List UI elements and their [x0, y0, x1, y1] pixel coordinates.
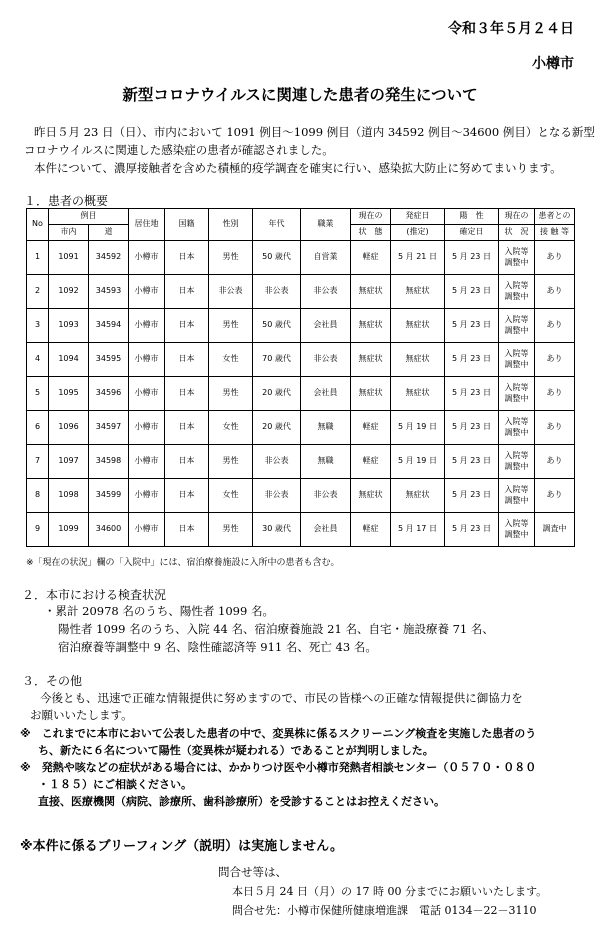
table-row — [27, 513, 575, 547]
cell-no: 7 — [27, 445, 49, 479]
header-sex: 性別 — [209, 209, 253, 241]
cell-situation-line-1: 入院等 — [504, 348, 529, 358]
cell-no: 3 — [27, 309, 49, 343]
cell-onset: 5 月 19 日 — [391, 411, 445, 445]
cell-occupation: 無職 — [301, 411, 351, 445]
document-title: 新型コロナウイルスに関連した患者の発生について — [122, 86, 478, 104]
cell-no: 9 — [27, 513, 49, 547]
cell-status: 軽症 — [351, 513, 391, 547]
cell-residence: 小樽市 — [129, 513, 165, 547]
header-case: 例目 — [49, 209, 129, 225]
cell-pref-no: 34593 — [89, 275, 129, 309]
cell-situation — [499, 275, 535, 309]
cell-status: 軽症 — [351, 411, 391, 445]
cell-nationality: 日本 — [165, 377, 209, 411]
cell-residence: 小樽市 — [129, 479, 165, 513]
fever-note-line-3: 直接、医療機関（病院、診療所、歯科診療所）を受診することはお控えください。 — [38, 795, 445, 808]
cell-onset: 無症状 — [391, 275, 445, 309]
cell-residence: 小樽市 — [129, 377, 165, 411]
cell-situation-line-2: 調整中 — [504, 495, 529, 505]
cell-age: 非公表 — [253, 445, 301, 479]
variant-note-line-2: ち、新たに６名について陽性（変異株が疑われる）であることが判明しました。 — [38, 744, 434, 757]
header-onset: 発症日 — [391, 209, 445, 225]
cell-situation — [499, 411, 535, 445]
cell-no: 2 — [27, 275, 49, 309]
cell-nationality: 日本 — [165, 241, 209, 275]
cell-no: 4 — [27, 343, 49, 377]
header-contact-2: 接 触 等 — [535, 225, 575, 241]
cell-onset: 無症状 — [391, 309, 445, 343]
intro-line-2: コロナウイルスに関連した感染症の患者が確認されました。 — [24, 143, 334, 157]
cell-sex: 非公表 — [209, 275, 253, 309]
cell-occupation: 非公表 — [301, 343, 351, 377]
cell-nationality: 日本 — [165, 275, 209, 309]
cell-onset: 5 月 19 日 — [391, 445, 445, 479]
table-row — [27, 275, 575, 309]
cell-contact: 調査中 — [535, 513, 575, 547]
cell-contact: あり — [535, 377, 575, 411]
table-note: ※「現在の状況」欄の「入院中」には、宿泊療養施設に入所中の患者も含む。 — [26, 558, 340, 568]
table-row — [27, 445, 575, 479]
cell-city-no: 1092 — [49, 275, 89, 309]
header-onset-2: (推定) — [391, 225, 445, 241]
header-no: No — [27, 209, 49, 241]
intro-line-3: 本件について、濃厚接触者を含めた積極的疫学調査を確実に行い、感染拡大防止に努めてまいります。 — [34, 161, 562, 175]
header-pref-no: 道 — [89, 225, 129, 241]
cell-situation-line-2: 調整中 — [504, 257, 529, 267]
cell-onset: 5 月 21 日 — [391, 241, 445, 275]
briefing-notice: ※本件に係るブリーフィング（説明）は実施しません。 — [20, 839, 343, 854]
cell-positive: 5 月 23 日 — [445, 479, 499, 513]
cell-positive: 5 月 23 日 — [445, 241, 499, 275]
cell-situation-line-2: 調整中 — [504, 461, 529, 471]
cell-situation-line-1: 入院等 — [504, 416, 529, 426]
cell-situation-line-1: 入院等 — [504, 314, 529, 324]
cell-nationality: 日本 — [165, 343, 209, 377]
header-status-2: 状 態 — [351, 225, 391, 241]
table-row — [27, 377, 575, 411]
cell-nationality: 日本 — [165, 479, 209, 513]
header-positive: 陽 性 — [445, 209, 499, 225]
contact-line-3: 問合せ先：小樽市保健所健康増進課 電話 0134－22－3110 — [232, 904, 537, 917]
cell-situation-line-2: 調整中 — [504, 529, 529, 539]
table-row — [27, 309, 575, 343]
header-residence: 居住地 — [129, 209, 165, 241]
cell-city-no: 1095 — [49, 377, 89, 411]
cell-situation-line-2: 調整中 — [504, 427, 529, 437]
cell-age: 非公表 — [253, 479, 301, 513]
cell-occupation: 無職 — [301, 445, 351, 479]
cell-contact: あり — [535, 479, 575, 513]
cell-pref-no: 34599 — [89, 479, 129, 513]
cell-city-no: 1093 — [49, 309, 89, 343]
cell-pref-no: 34595 — [89, 343, 129, 377]
cell-status: 軽症 — [351, 241, 391, 275]
intro-line-1: 昨日５月 23 日（日）、市内において 1091 例目～1099 例目（道内 34592 例目～34600 例目）となる新型 — [34, 125, 595, 139]
table-row — [27, 411, 575, 445]
cell-occupation: 自営業 — [301, 241, 351, 275]
section-2-heading: ２．本市における検査状況 — [22, 588, 167, 602]
cell-nationality: 日本 — [165, 309, 209, 343]
cell-onset: 無症状 — [391, 377, 445, 411]
cell-status: 無症状 — [351, 275, 391, 309]
cell-situation — [499, 479, 535, 513]
cell-positive: 5 月 23 日 — [445, 343, 499, 377]
cell-residence: 小樽市 — [129, 309, 165, 343]
cell-status: 軽症 — [351, 445, 391, 479]
cell-positive: 5 月 23 日 — [445, 445, 499, 479]
cell-situation — [499, 445, 535, 479]
cell-pref-no: 34597 — [89, 411, 129, 445]
cell-no: 6 — [27, 411, 49, 445]
header-contact: 患者との — [535, 209, 575, 225]
cell-situation-line-1: 入院等 — [504, 518, 529, 528]
testing-line-2: 陽性者 1099 名のうち、入院 44 名、宿泊療養施設 21 名、自宅・施設療養 71 名、 — [58, 622, 494, 636]
cell-situation — [499, 377, 535, 411]
cell-situation-line-1: 入院等 — [504, 484, 529, 494]
cell-situation-line-2: 調整中 — [504, 291, 529, 301]
cell-contact: あり — [535, 411, 575, 445]
cell-occupation: 会社員 — [301, 309, 351, 343]
cell-no: 8 — [27, 479, 49, 513]
cell-sex: 男性 — [209, 445, 253, 479]
cell-nationality: 日本 — [165, 513, 209, 547]
testing-line-3: 宿泊療養等調整中 9 名、陰性確認済等 911 名、死亡 43 名。 — [58, 640, 377, 654]
cell-age: 50 歳代 — [253, 241, 301, 275]
cell-situation-line-1: 入院等 — [504, 450, 529, 460]
cell-residence: 小樽市 — [129, 445, 165, 479]
header-situation: 現在の — [499, 209, 535, 225]
cell-positive: 5 月 23 日 — [445, 513, 499, 547]
cell-onset: 無症状 — [391, 479, 445, 513]
header-nationality: 国籍 — [165, 209, 209, 241]
cell-situation-line-1: 入院等 — [504, 382, 529, 392]
header-age: 年代 — [253, 209, 301, 241]
header-situation-2: 状 況 — [499, 225, 535, 241]
document-date: 令和３年５月２４日 — [448, 21, 574, 37]
cell-pref-no: 34592 — [89, 241, 129, 275]
cell-contact: あり — [535, 343, 575, 377]
other-line-1: 今後とも、迅速で正確な情報提供に努めますので、市民の皆様への正確な情報提供に御協力を — [40, 691, 523, 705]
cell-positive: 5 月 23 日 — [445, 377, 499, 411]
contact-line-2: 本日５月 24 日（月）の 17 時 00 分までにお願いいたします。 — [232, 885, 548, 898]
cell-situation-line-2: 調整中 — [504, 325, 529, 335]
cell-city-no: 1099 — [49, 513, 89, 547]
cell-nationality: 日本 — [165, 445, 209, 479]
cell-positive: 5 月 23 日 — [445, 411, 499, 445]
cell-contact: あり — [535, 241, 575, 275]
cell-occupation: 非公表 — [301, 275, 351, 309]
cell-occupation: 非公表 — [301, 479, 351, 513]
cell-nationality: 日本 — [165, 411, 209, 445]
cell-pref-no: 34598 — [89, 445, 129, 479]
section-1-heading: １．患者の概要 — [24, 194, 109, 208]
cell-occupation: 会社員 — [301, 377, 351, 411]
cell-occupation: 会社員 — [301, 513, 351, 547]
fever-note-line-1: ※ 発熱や咳などの症状がある場合には、かかりつけ医や小樽市発熱者相談センター（０５７０・０８０ — [20, 761, 537, 774]
cell-no: 5 — [27, 377, 49, 411]
table-row — [27, 479, 575, 513]
cell-onset: 5 月 17 日 — [391, 513, 445, 547]
cell-age: 70 歳代 — [253, 343, 301, 377]
table-row — [27, 241, 575, 275]
cell-situation — [499, 309, 535, 343]
cell-onset: 無症状 — [391, 343, 445, 377]
variant-note-line-1: ※ これまでに本市において公表した患者の中で、変異株に係るスクリーニング検査を実施した患者のう — [20, 727, 537, 740]
cell-contact: あり — [535, 275, 575, 309]
cell-age: 20 歳代 — [253, 411, 301, 445]
cell-residence: 小樽市 — [129, 411, 165, 445]
cell-status: 無症状 — [351, 479, 391, 513]
cell-sex: 男性 — [209, 377, 253, 411]
cell-city-no: 1094 — [49, 343, 89, 377]
cell-city-no: 1098 — [49, 479, 89, 513]
cell-age: 20 歳代 — [253, 377, 301, 411]
cell-sex: 男性 — [209, 241, 253, 275]
cell-no: 1 — [27, 241, 49, 275]
cell-pref-no: 34594 — [89, 309, 129, 343]
header-status: 現在の — [351, 209, 391, 225]
cell-positive: 5 月 23 日 — [445, 275, 499, 309]
cell-city-no: 1091 — [49, 241, 89, 275]
cell-pref-no: 34600 — [89, 513, 129, 547]
cell-age: 非公表 — [253, 275, 301, 309]
cell-pref-no: 34596 — [89, 377, 129, 411]
cell-city-no: 1096 — [49, 411, 89, 445]
cell-sex: 女性 — [209, 411, 253, 445]
cell-residence: 小樽市 — [129, 343, 165, 377]
testing-line-1: ・累計 20978 名のうち、陽性者 1099 名。 — [44, 604, 274, 618]
cell-sex: 女性 — [209, 343, 253, 377]
header-positive-2: 確定日 — [445, 225, 499, 241]
cell-sex: 男性 — [209, 513, 253, 547]
header-occupation: 職業 — [301, 209, 351, 241]
cell-residence: 小樽市 — [129, 241, 165, 275]
section-3-heading: ３．その他 — [22, 674, 83, 688]
cell-situation-line-1: 入院等 — [504, 280, 529, 290]
cell-positive: 5 月 23 日 — [445, 309, 499, 343]
cell-age: 30 歳代 — [253, 513, 301, 547]
cell-situation-line-1: 入院等 — [504, 246, 529, 256]
cell-contact: あり — [535, 445, 575, 479]
cell-situation — [499, 241, 535, 275]
cell-city-no: 1097 — [49, 445, 89, 479]
cell-situation — [499, 513, 535, 547]
patient-table — [26, 208, 575, 547]
cell-age: 50 歳代 — [253, 309, 301, 343]
cell-status: 無症状 — [351, 343, 391, 377]
issuer-city: 小樽市 — [532, 56, 574, 72]
cell-situation — [499, 343, 535, 377]
cell-status: 無症状 — [351, 377, 391, 411]
cell-situation-line-2: 調整中 — [504, 393, 529, 403]
cell-sex: 男性 — [209, 309, 253, 343]
table-row — [27, 343, 575, 377]
header-city-no: 市内 — [49, 225, 89, 241]
cell-situation-line-2: 調整中 — [504, 359, 529, 369]
cell-sex: 女性 — [209, 479, 253, 513]
other-line-2: お願いいたします。 — [30, 708, 133, 722]
cell-residence: 小樽市 — [129, 275, 165, 309]
contact-line-1: 問合せ等は、 — [218, 865, 287, 879]
fever-note-line-2: ・１８５）にご相談ください。 — [38, 778, 192, 791]
cell-contact: あり — [535, 309, 575, 343]
cell-status: 無症状 — [351, 309, 391, 343]
